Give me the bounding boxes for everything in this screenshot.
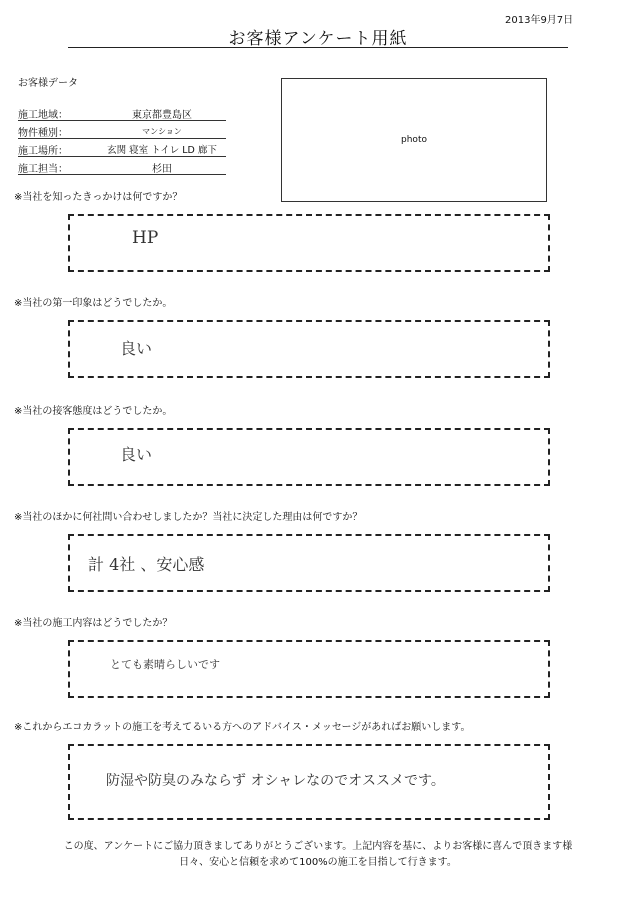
location-label: 施工場所： [18, 146, 68, 157]
title-underline [68, 47, 568, 48]
staff-label: 施工担当： [18, 164, 68, 175]
answer-box-5 [68, 640, 550, 698]
question-2: ※当社の第一印象はどうでしたか。 [14, 298, 173, 309]
property-label: 物件種別： [18, 128, 68, 139]
customer-data-heading: お客様データ [18, 78, 78, 89]
question-1: ※当社を知ったきっかけは何ですか？ [14, 192, 183, 203]
area-value: 東京都豊島区 [132, 110, 192, 121]
answer-3: 良い [120, 445, 153, 464]
answer-4: 計 4社 、安心感 [88, 555, 205, 574]
answer-2: 良い [120, 339, 153, 358]
answer-5: とても素晴らしいです [110, 658, 220, 671]
location-value: 玄関 寝室 トイレ LD 廊下 [107, 145, 217, 156]
photo-label: photo [401, 135, 427, 145]
answer-box-3 [68, 428, 550, 486]
answer-6: 防湿や防臭のみならず オシャレなのでオススメです。 [106, 773, 445, 789]
area-label: 施工地域： [18, 110, 68, 121]
question-5: ※当社の施工内容はどうでしたか？ [14, 618, 173, 629]
page-title: お客様アンケート用紙 [228, 29, 408, 49]
customer-row-area [18, 104, 226, 121]
question-6: ※これからエコカラットの施工を考えてるいる方へのアドバイス・メッセージがあればお願いします。 [14, 722, 471, 733]
staff-value: 杉田 [152, 164, 172, 175]
answer-box-6 [68, 744, 550, 820]
answer-box-1 [68, 214, 550, 272]
question-4: ※当社のほかに何社問い合わせしましたか？当社に決定した理由は何ですか？ [14, 512, 363, 523]
customer-row-property [18, 122, 226, 139]
customer-row-staff [18, 158, 226, 175]
photo-frame [281, 78, 547, 202]
answer-1: HP [132, 228, 159, 248]
answer-box-2 [68, 320, 550, 378]
survey-date: 2013年9月7日 [505, 15, 574, 26]
footer-line-1: この度、アンケートにご協力頂きましてありがとうございます。上記内容を基に、よりお客様に喜んで頂きます様 [63, 841, 573, 852]
customer-row-location [18, 140, 226, 157]
question-3: ※当社の接客態度はどうでしたか。 [14, 406, 173, 417]
footer-line-2: 日々、安心と信頼を求めて100%の施工を目指して行きます。 [179, 857, 457, 868]
answer-box-4 [68, 534, 550, 592]
property-value: マンション [142, 127, 182, 136]
